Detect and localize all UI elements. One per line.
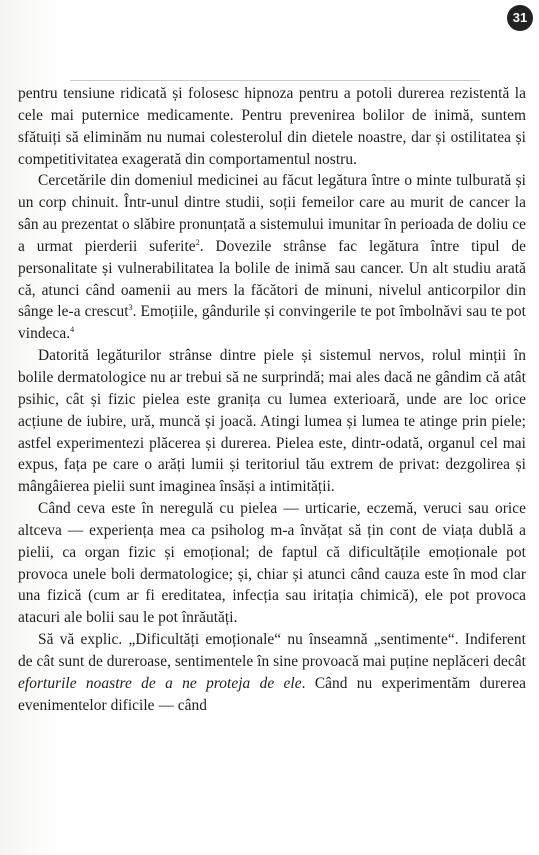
paragraph-2-text-c: . Emoțiile, gândurile și convingerile te pot îmbolnăvi sau te pot vindeca. [18, 303, 527, 343]
footnote-ref-3: 3 [128, 303, 133, 313]
header-rule [70, 80, 480, 81]
paragraph-4: Când ceva este în neregulă cu pielea — urticarie, eczemă, veruci sau orice altceva — experiența mea ca psiholog m-a învățat să țin cont de viața dublă a pielii, ca organ fizic și emoțional; de faptul că dificultățile emoționale pot provoca unele boli dermatologice; și, chiar și atunci când cauza este în mod clar una fizică (cum ar fi ereditatea, infecția sau iritația chimică), ele pot provoca atacuri ale bolii sau le pot înrăutăți. [18, 500, 526, 627]
paragraph-3: Datorită legăturilor strânse dintre piele și sistemul nervos, rolul minții în bolile dermatologice nu ar trebui să ne surprindă; mai ales dacă ne gândim că atât psihic, cât și fizic pielea este granița cu lumea exterioară, unde are loc orice acțiune de iubire, ură, muncă și joacă. Atingi lumea și lumea te atinge prin piele; astfel experimentezi plăcerea și durerea. Pielea este, dintr-odată, organul cel mai expus, fața pe care o arăți lumii și teritoriul tău extrem de privat: dezgolirea și mângâierea pielii sunt imaginea însăși a intimității. [18, 347, 526, 496]
paragraph-2-text-a: Cercetările din domeniul medicinei au făcut legătura între o minte tulburată și un corp chinuit. Într-unul dintre studii, soții femeilor care au murit de cancer la sân au prezentat o slăbire pronunțată a sistemului imunitar în perioada de doliu ce a urmat pierderii suferite [18, 172, 526, 255]
paragraph-5 [18, 629, 526, 716]
paragraph-5-italic: eforturile noastre de a ne proteja de ele [18, 674, 302, 692]
page-number: 31 [507, 5, 533, 31]
body-text [18, 83, 526, 716]
footnote-ref-4: 4 [70, 325, 75, 335]
paragraph-1: pentru tensiune ridicată și folosesc hipnoza pentru a potoli durerea rezistentă la cele mai puternice medicamente. Pentru prevenirea bolilor de inimă, suntem sfătuiți să eliminăm nu numai colesterolul din dietele noastre, dar și ostilitatea și competitivitatea exagerată din comportamentul nostru. [18, 85, 526, 168]
paragraph-2-text-b: . Dovezile strânse fac legătura între tipul de personalitate și vulnerabilitatea la bolile de inimă sau cancer. Un alt studiu arată că, atunci când oamenii au mers la făcători de minuni, nivelul anticorpilor din sânge le-a crescut [18, 237, 527, 321]
footnote-ref-2: 2 [195, 237, 200, 247]
paragraph-5-text-b: . Când nu experimentăm durerea evenimentelor dificile — când [18, 674, 527, 714]
paragraph-2 [18, 170, 526, 345]
paragraph-5-text-a: Să vă explic. „Dificultăți emoționale“ nu înseamnă „sentimente“. Indiferent de cât sunt de dureroase, sentimentele în sine provoacă mai puține neplăceri decât [18, 631, 526, 670]
